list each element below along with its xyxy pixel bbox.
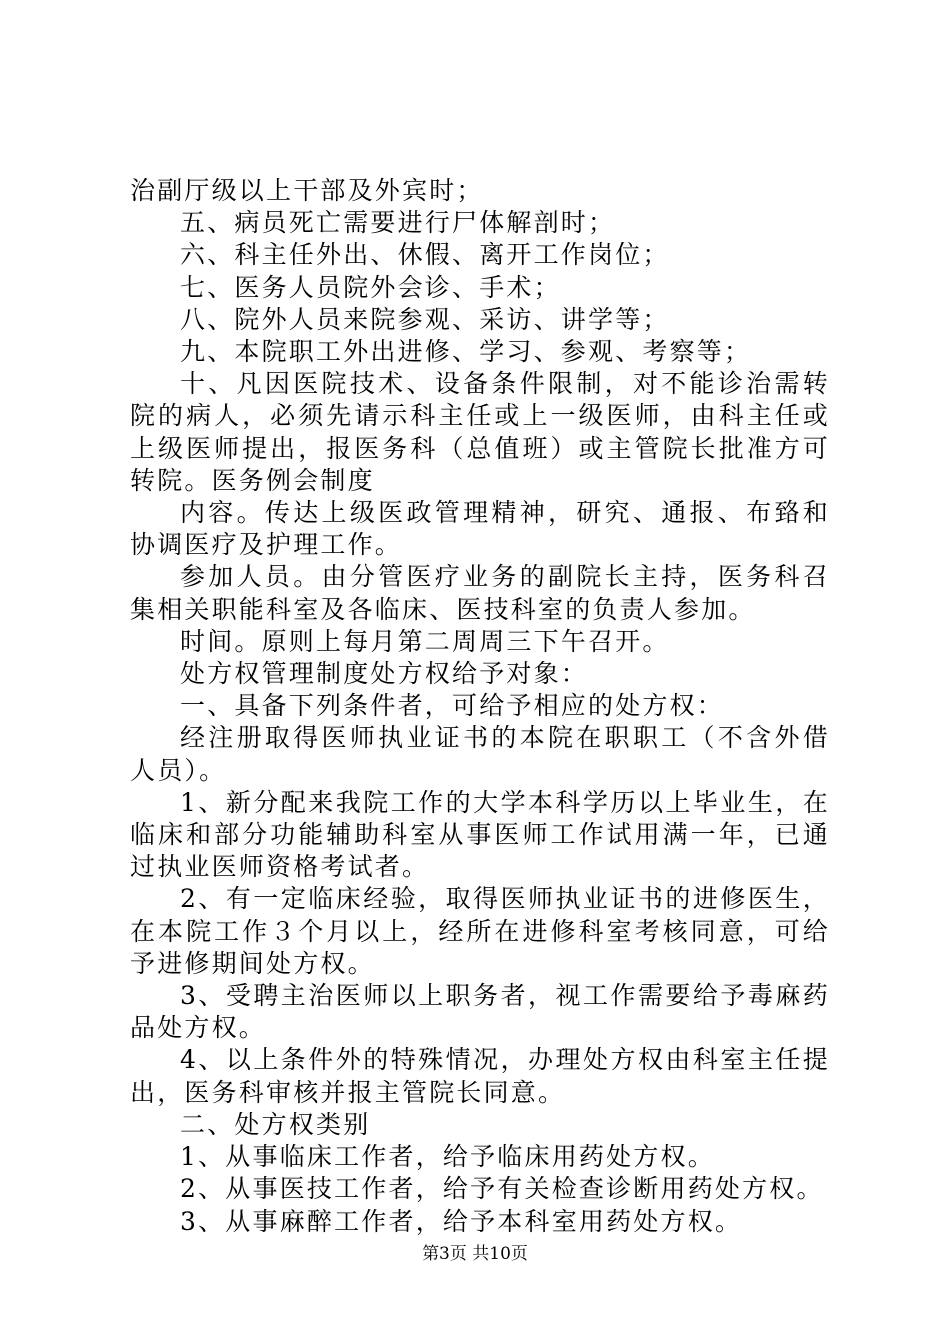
paragraph: 内容。传达上级医政管理精神，研究、通报、布臵和协调医疗及护理工作。 <box>130 498 830 560</box>
paragraph: 3、从事麻醉工作者，给予本科室用药处方权。 <box>180 1206 743 1236</box>
paragraph: 六、科主任外出、休假、离开工作岗位； <box>180 240 670 270</box>
paragraph: 五、病员死亡需要进行尸体解剖时； <box>180 208 616 238</box>
paragraph: 二、处方权类别 <box>180 1109 371 1139</box>
page-number-footer: 第3页 共10页 <box>422 1244 528 1264</box>
document-body <box>130 175 830 1238</box>
paragraph: 九、本院职工外出进修、学习、参观、考察等； <box>180 337 752 367</box>
paragraph: 2、从事医技工作者，给予有关检查诊断用药处方权。 <box>180 1174 824 1204</box>
paragraph: 参加人员。由分管医疗业务的副院长主持，医务科召集相关职能科室及各临床、医技科室的负责人参加。 <box>130 562 830 624</box>
paragraph: 经注册取得医师执业证书的本院在职职工（不含外借人员）。 <box>130 723 830 785</box>
paragraph: 八、院外人员来院参观、采访、讲学等； <box>180 304 670 334</box>
paragraph: 一、具备下列条件者，可给予相应的处方权： <box>180 691 725 721</box>
paragraph: 十、凡因医院技术、设备条件限制，对不能诊治需转院的病人，必须先请示科主任或上一级医师，由科主任或上级医师提出，报医务科（总值班）或主管院长批准方可转院。医务例会制度 <box>130 369 830 495</box>
paragraph: 4、以上条件外的特殊情况，办理处方权由科室主任提出，医务科审核并报主管院长同意。 <box>130 1045 830 1107</box>
paragraph: 七、医务人员院外会诊、手术； <box>180 272 561 302</box>
paragraph: 1、新分配来我院工作的大学本科学历以上毕业生，在临床和部分功能辅助科室从事医师工作试用满一年，已通过执业医师资格考试者。 <box>130 787 830 882</box>
paragraph: 2、有一定临床经验，取得医师执业证书的进修医生，在本院工作３个月以上，经所在进修科室考核同意，可给予进修期间处方权。 <box>130 884 830 978</box>
paragraph: 处方权管理制度处方权给予对象： <box>180 659 589 689</box>
paragraph: 时间。原则上每月第二周周三下午召开。 <box>180 626 670 656</box>
paragraph: 治副厅级以上干部及外宾时； <box>130 176 484 205</box>
paragraph: 1、从事临床工作者，给予临床用药处方权。 <box>180 1142 715 1172</box>
paragraph: 3、受聘主治医师以上职务者，视工作需要给予毒麻药品处方权。 <box>130 981 830 1043</box>
